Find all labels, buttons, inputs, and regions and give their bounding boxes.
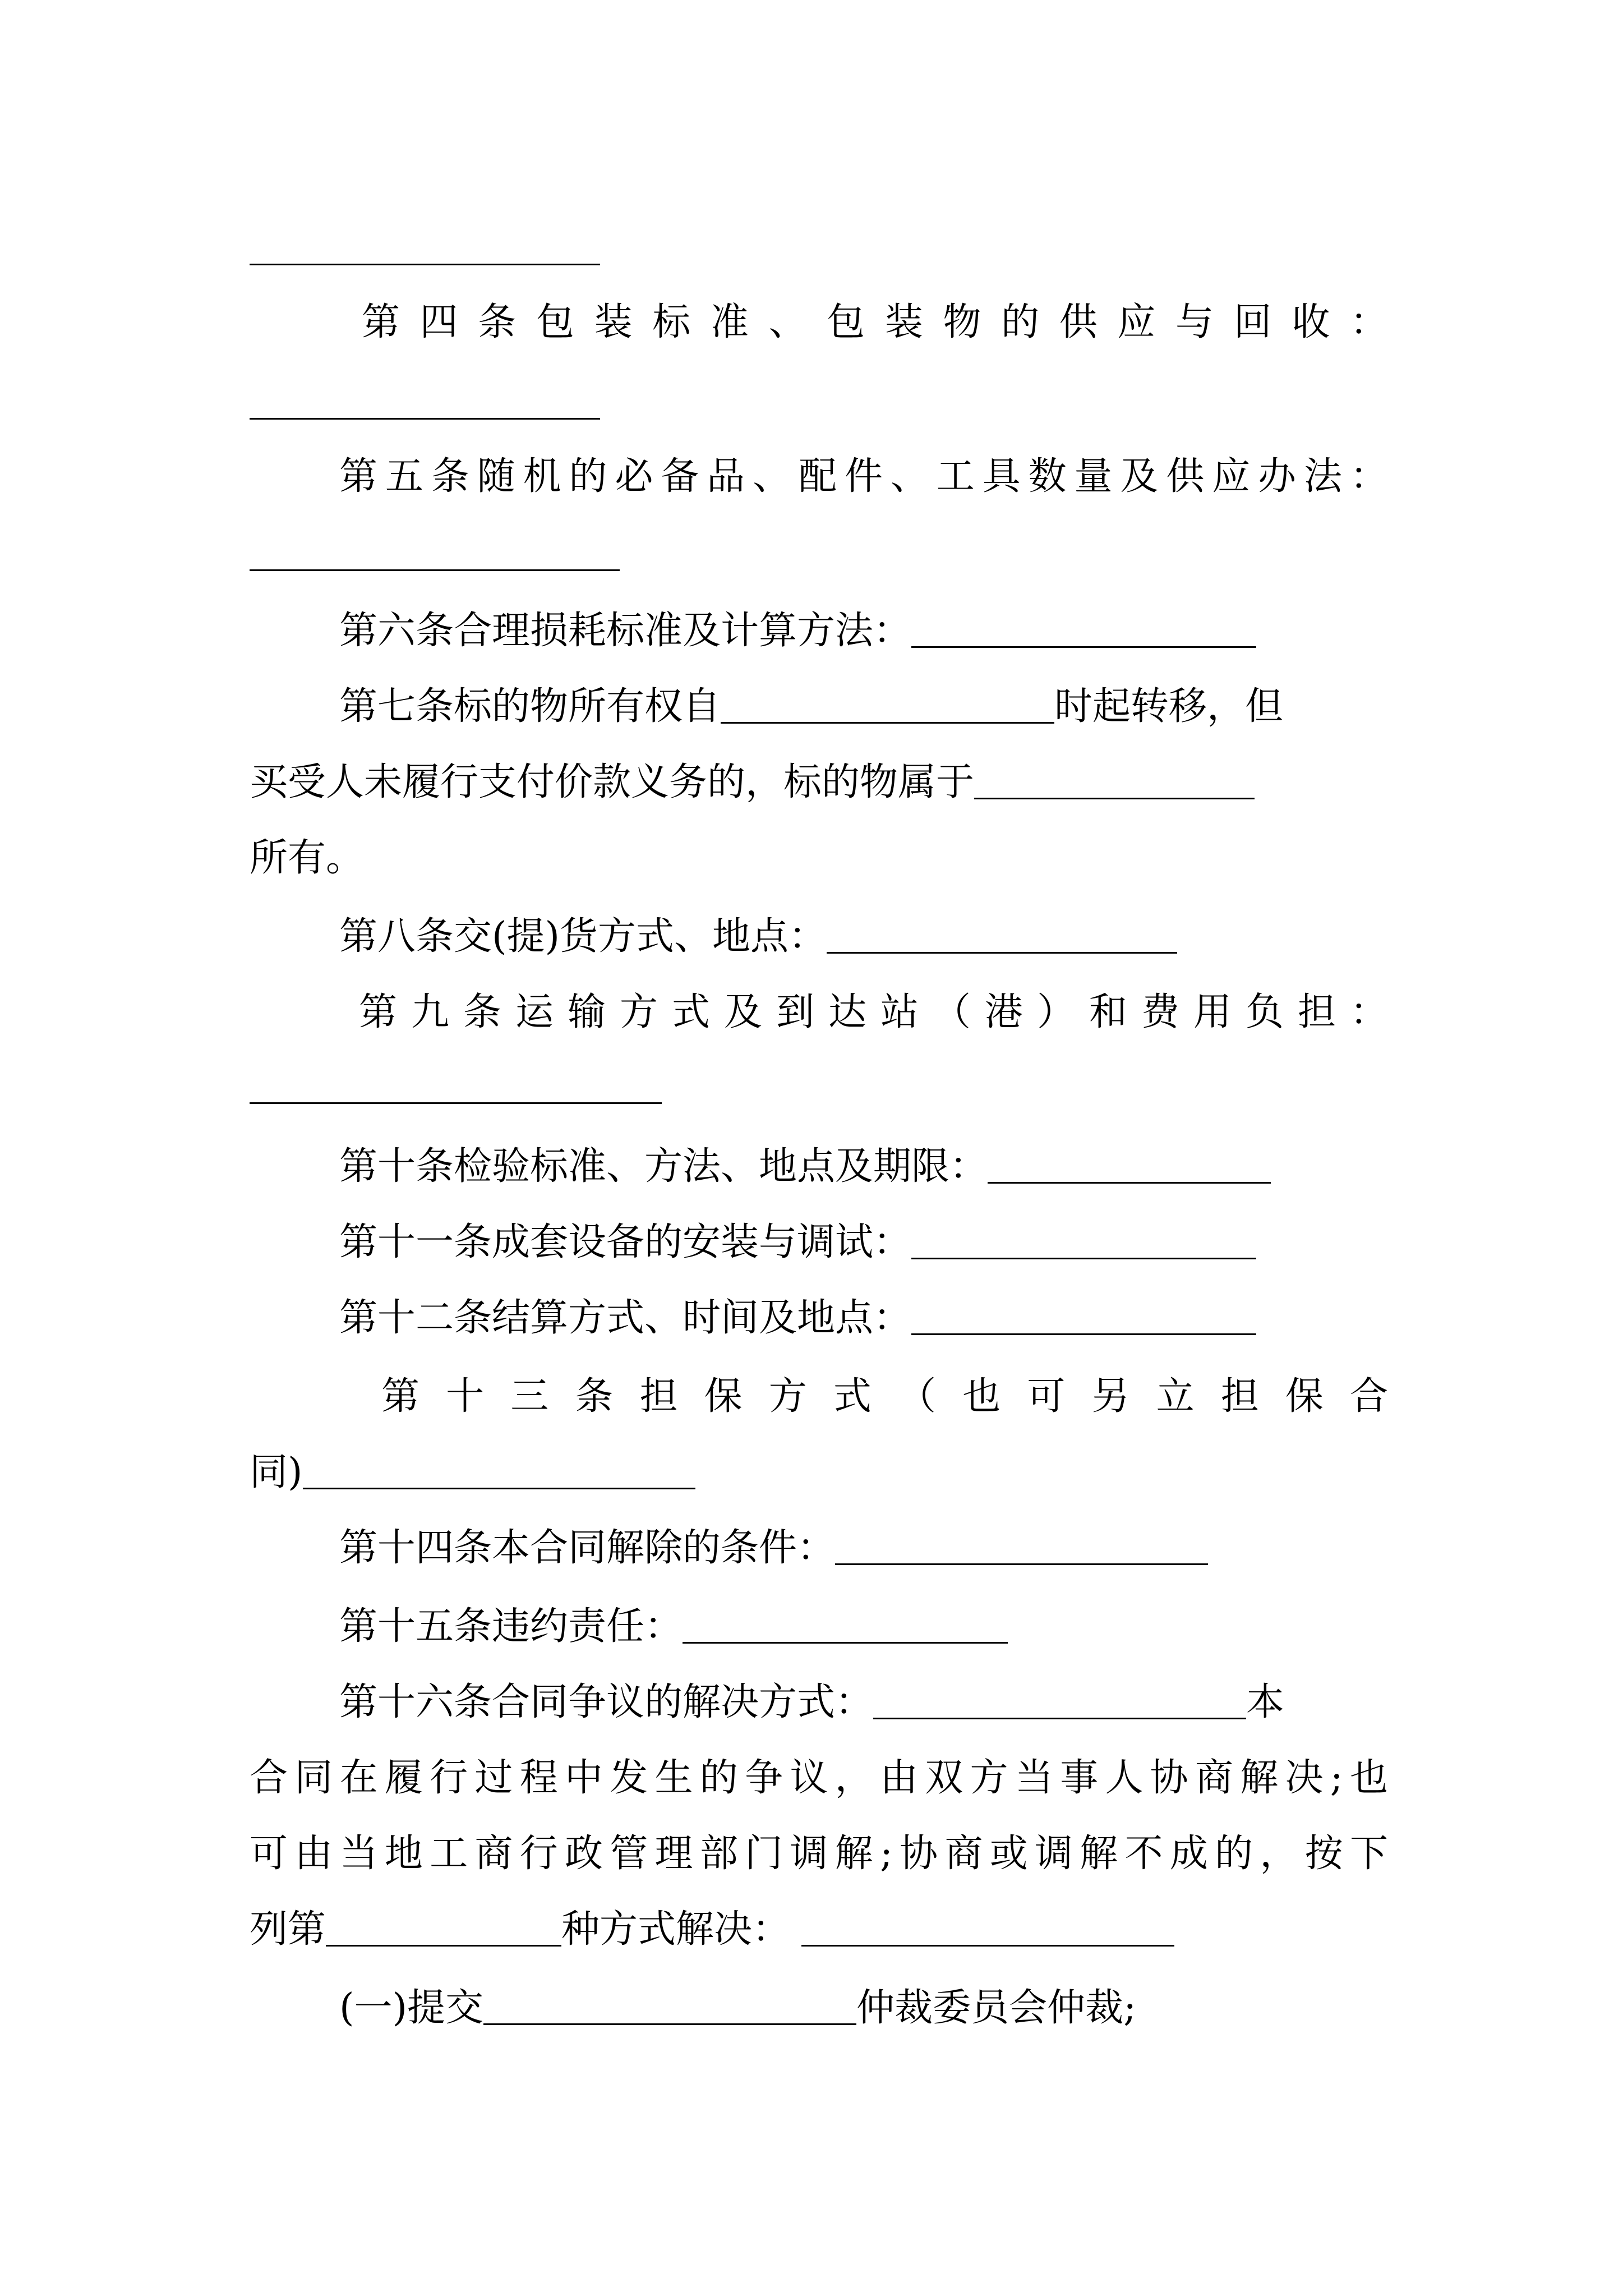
clause-7-line1: 第七条标的物所有权自 时起转移，但	[339, 684, 1284, 729]
clause-16-line4: 列第 种方式解决：	[250, 1902, 1174, 1958]
blank-8	[827, 918, 1177, 954]
blank-11	[911, 1224, 1256, 1259]
blank-13	[303, 1454, 695, 1489]
blank-7-owner	[974, 764, 1255, 799]
blank-line-top	[250, 264, 600, 265]
blank-line-5	[250, 569, 620, 571]
blank-16-option	[326, 1911, 561, 1947]
clause-16-line2: 合同在履行过程中发生的争议，由双方当事人协商解决;也	[250, 1756, 1388, 1800]
clause-10: 第十条检验标准、方法、地点及期限：	[339, 1139, 1271, 1195]
clause-15: 第十五条违约责任：	[339, 1599, 1008, 1655]
blank-10	[988, 1148, 1271, 1184]
blank-14	[835, 1530, 1208, 1565]
clause-9: 第九条运输方式及到达站（港）和费用负担：	[359, 990, 1388, 1034]
blank-opt1	[483, 1990, 856, 2025]
blank-16-method	[873, 1684, 1246, 1719]
clause-5: 第五条随机的必备品、配件、工具数量及供应办法：	[339, 454, 1388, 499]
clause-8: 第八条交(提)货方式、地点：	[339, 909, 1177, 965]
blank-16-way	[801, 1911, 1174, 1947]
blank-15	[683, 1608, 1008, 1644]
option-1: (一)提交 仲裁委员会仲裁;	[339, 1986, 1136, 2030]
blank-12	[911, 1300, 1256, 1335]
clause-14: 第十四条本合同解除的条件：	[339, 1520, 1208, 1576]
clause-11: 第十一条成套设备的安装与调试：	[339, 1214, 1256, 1271]
clause-4: 第四条包装标准、包装物的供应与回收：	[362, 300, 1388, 344]
clause-13-line2: 同)	[250, 1444, 695, 1501]
blank-line-4	[250, 418, 600, 420]
clause-7-line2: 买受人未履行支付价款义务的，标的物属于	[250, 754, 1255, 811]
clause-13-line1: 第十三条担保方式（也可另立担保合	[381, 1374, 1388, 1419]
clause-6: 第六条合理损耗标准及计算方法：	[339, 603, 1256, 659]
blank-7-transfer	[721, 688, 1054, 724]
clause-12: 第十二条结算方式、时间及地点：	[339, 1290, 1256, 1346]
blank-6	[911, 613, 1256, 648]
clause-7-line3: 所有。	[250, 836, 365, 880]
clause-16-line1: 第十六条合同争议的解决方式： 本	[339, 1680, 1285, 1724]
clause-16-line3: 可由当地工商行政管理部门调解;协商或调解不成的，按下	[250, 1832, 1388, 1876]
blank-line-9	[250, 1102, 662, 1104]
